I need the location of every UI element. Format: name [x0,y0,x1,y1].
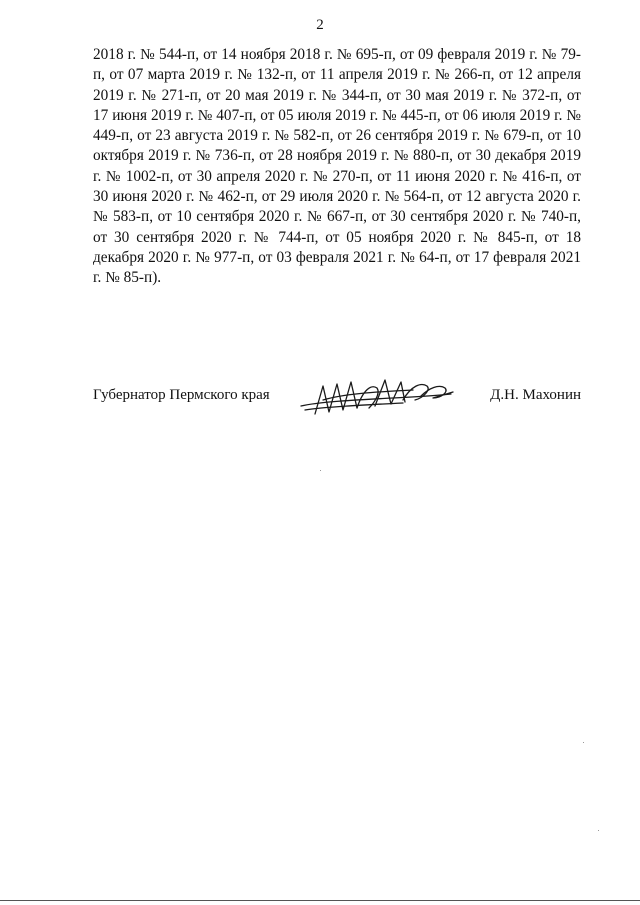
scan-speck [320,470,321,471]
page-number: 2 [316,17,324,33]
page-bottom-edge [0,900,640,901]
signature-block [93,370,581,430]
signer-name: Д.Н. Махонин [490,387,581,403]
signer-title: Губернатор Пермского края [93,387,270,403]
scan-speck [598,830,599,831]
body-paragraph: 2018 г. № 544-п, от 14 ноября 2018 г. № 695-п, от 09 февраля 2019 г. № 79-п, от 07 марта 2019 г. № 132-п, от 11 апреля 2019 г. № 266-п, от 12 апреля 2019 г. № 271-п, от 20 мая 2019 г. № 344-п, от 30 мая 2019 г. № 372-п, от 17 июня 2019 г. № 407-п, от 05 июля 2019 г. № 445-п, от 06 июля 2019 г. № 449-п, от 23 августа 2019 г. № 582-п, от 26 сентября 2019 г. № 679-п, от 10 октября 2019 г. № 736-п, от 28 ноября 2019 г. № 880-п, от 30 декабря 2019 г. № 1002-п, от 30 апреля 2020 г. № 270-п, от 11 июня 2020 г. № 416-п, от 30 июня 2020 г. № 462-п, от 29 июля 2020 г. № 564-п, от 12 августа 2020 г. № 583-п, от 10 сентября 2020 г. № 667-п, от 30 сентября 2020 г. № 740-п, от 30 сентября 2020 г. № 744-п, от 05 ноября 2020 г. № 845-п, от 18 декабря 2020 г. № 977-п, от 03 февраля 2021 г. № 64-п, от 17 февраля 2021 г. № 85-п). [93,46,581,287]
handwritten-signature-icon [293,370,458,420]
scan-speck [583,742,584,743]
